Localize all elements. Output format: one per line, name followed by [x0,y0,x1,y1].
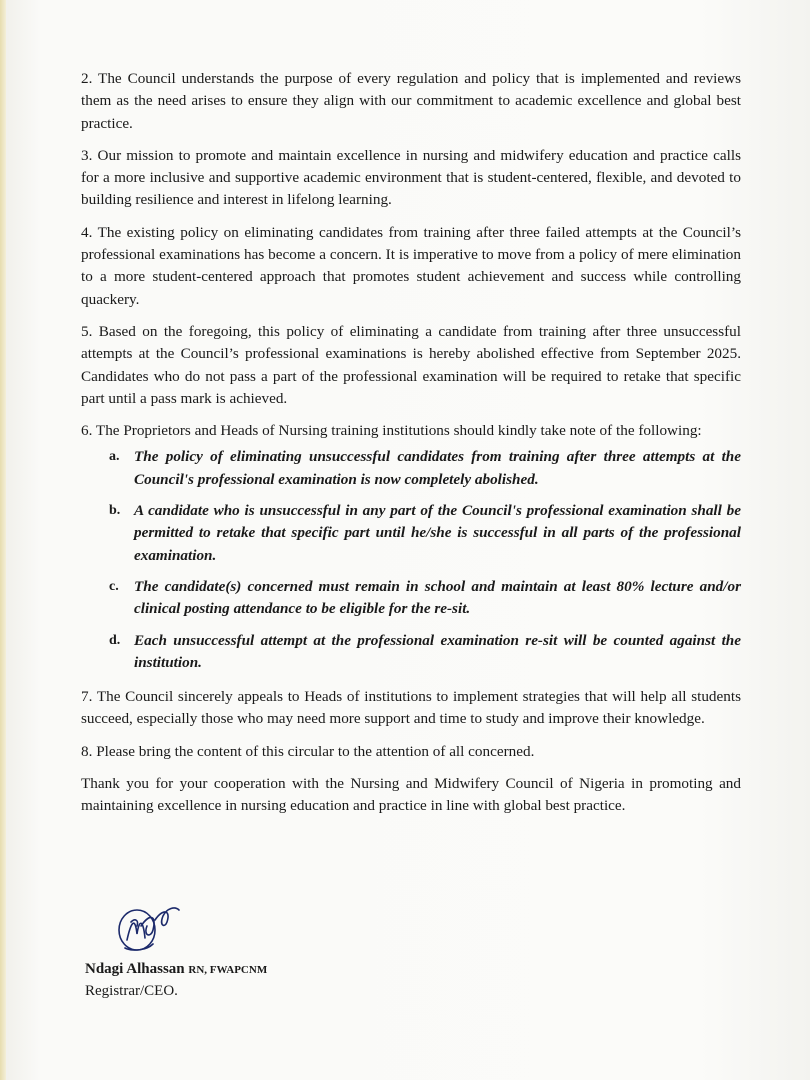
handwritten-signature [113,900,183,958]
paragraph-3: 3. Our mission to promote and maintain excellence in nursing and midwifery education and practice calls for a more inclusive and supportive academic environment that is student-centered, flexible, and devoted to building resilience and interest in lifelong learning. [81,146,741,209]
list-item-text: A candidate who is unsuccessful in any part of the Council's professional examination shall be permitted to retake that specific part until he/she is successful in all parts of the professional examination. [134,502,741,564]
page-edge [0,0,6,1080]
paragraph-5: 5. Based on the foregoing, this policy of eliminating a candidate from training after three unsuccessful attempts at the Council’s professional examinations is hereby abolished effective from September 2025. Candidates who do not pass a part of the professional examination will be required to retake that specific part until a pass mark is achieved. [81,322,741,407]
list-item [81,630,741,675]
list-item [81,576,741,621]
paragraph-6: 6. The Proprietors and Heads of Nursing training institutions should kindly take note of the following: [81,422,702,440]
paragraph-2: 2. The Council understands the purpose of every regulation and policy that is implemented and reviews them as the need arises to ensure they align with our commitment to academic excellence and global best practice. [81,70,741,132]
signatory-credentials: RN, FWAPCNM [188,964,268,976]
list-letter: a. [109,449,120,465]
list-letter: c. [109,578,119,594]
closing-paragraph: Thank you for your cooperation with the Nursing and Midwifery Council of Nigeria in promoting and maintaining excellence in nursing education and practice in line with global best practice. [81,775,741,815]
paragraph-8: 8. Please bring the content of this circular to the attention of all concerned. [81,742,535,760]
paragraph-7: 7. The Council sincerely appeals to Heads of institutions to implement strategies that will help all students succeed, especially those who may need more support and time to study and improve their knowledge. [81,688,741,728]
list-item-text: The candidate(s) concerned must remain in school and maintain at least 80% lecture and/or clinical posting attendance to be eligible for the re-sit. [134,577,741,618]
signatory-title: Registrar/CEO. [85,983,178,999]
list-letter: d. [109,632,121,648]
list-letter: b. [109,503,121,519]
list-item-text: The policy of eliminating unsuccessful candidates from training after three attempts at the Council's professional examination is now completely abolished. [134,448,741,488]
signature-block [85,900,385,1002]
notice-list [81,446,741,674]
list-item [81,500,741,567]
paragraph-4: 4. The existing policy on eliminating candidates from training after three failed attempts at the Council’s professional examinations has become a concern. It is imperative to move from a policy of mere elimination to a more student-centered approach that promotes student achievement and success while controlling quackery. [81,223,741,308]
signatory-name: Ndagi Alhassan [85,961,185,977]
list-item [81,446,741,491]
list-item-text: Each unsuccessful attempt at the professional examination re-sit will be counted against the institution. [134,631,741,671]
circular-body [81,68,741,828]
signatory-name-line [85,959,385,981]
